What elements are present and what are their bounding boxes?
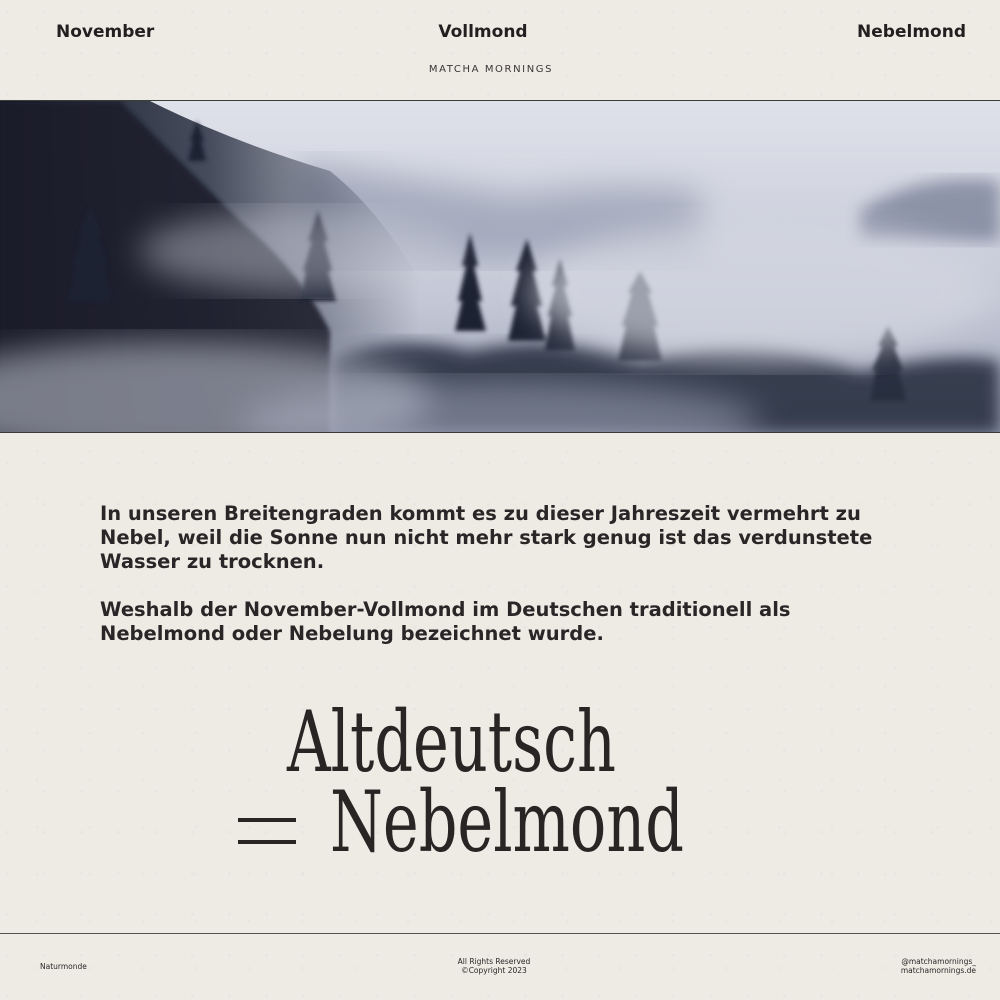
header-moon-name: Nebelmond (857, 22, 966, 42)
brand-name: MATCHA MORNINGS (428, 64, 554, 75)
footer-copyright (0, 957, 988, 975)
footer-divider (0, 933, 1000, 934)
headline-line1: Altdeutsch (287, 693, 616, 791)
equals-sign-bar-top (238, 818, 296, 822)
headline-line2: Nebelmond (330, 773, 684, 871)
misty-forest-photo (0, 100, 1000, 433)
footer-rights: All Rights Reserved (457, 957, 531, 966)
intro-paragraph: In unseren Breitengraden kommt es zu dieser Jahreszeit vermehrt zu Nebel, weil die Sonne nun nicht mehr stark genug ist das verdunstete Wasser zu trocknen. (100, 502, 873, 573)
footer-handle: @matchamornings_ (901, 957, 976, 966)
footer-website: matchamornings.de (900, 966, 976, 975)
equals-sign-bar-bottom (238, 840, 296, 844)
header-title: Vollmond (438, 22, 528, 42)
explanation-paragraph: Weshalb der November-Vollmond im Deutschen traditionell als Nebelmond oder Nebelung bezeichnet wurde. (100, 598, 791, 645)
header-month: November (56, 22, 155, 42)
footer-series-name: Naturmonde (40, 962, 87, 971)
footer-contact (901, 957, 976, 975)
footer-copyright-year: ©Copyright 2023 (461, 966, 527, 975)
